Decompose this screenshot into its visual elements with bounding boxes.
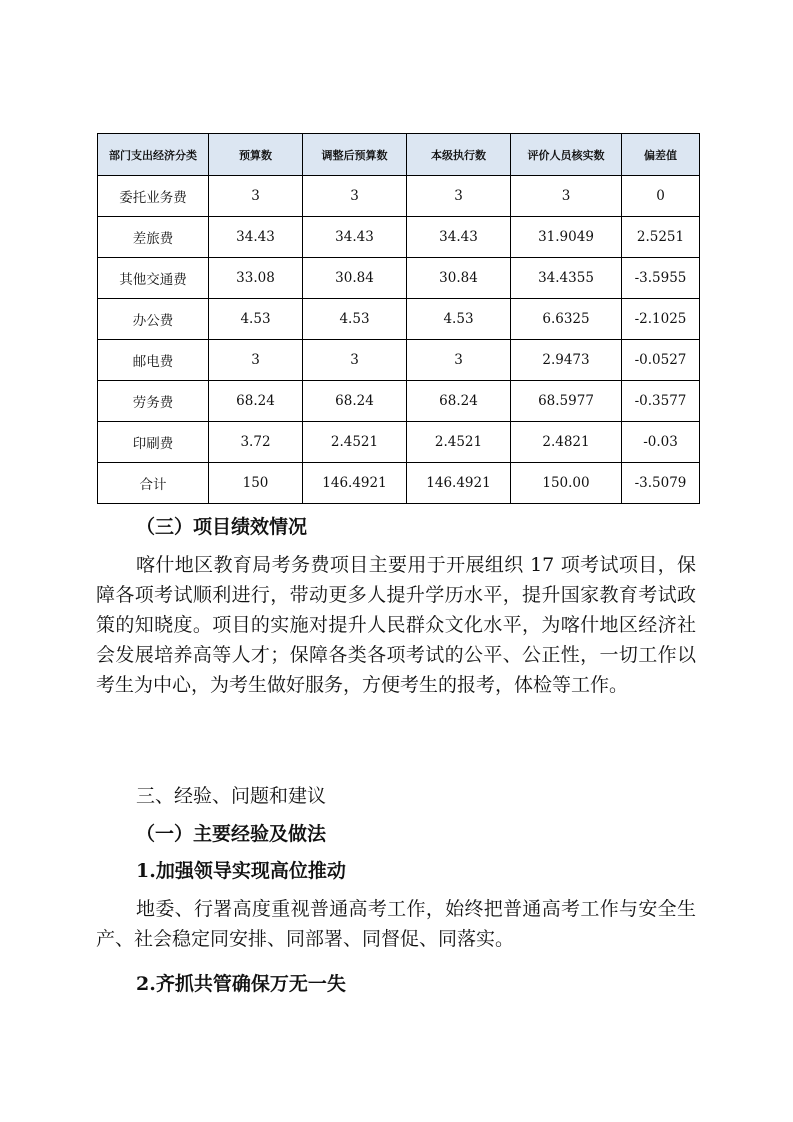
table-cell: 3.72 <box>209 422 303 463</box>
table-cell: 2.4521 <box>303 422 407 463</box>
table-cell: -0.3577 <box>622 381 700 422</box>
table-cell: 68.24 <box>303 381 407 422</box>
table-cell: 150 <box>209 463 303 504</box>
table-cell: 2.4521 <box>407 422 511 463</box>
table-cell: 0 <box>622 176 700 217</box>
table-cell: 146.4921 <box>407 463 511 504</box>
table-cell: 34.43 <box>407 217 511 258</box>
table-row <box>98 217 700 258</box>
table-cell: 委托业务费 <box>98 176 209 217</box>
header-budget: 预算数 <box>209 134 303 176</box>
table-cell: 34.43 <box>303 217 407 258</box>
table-row <box>98 299 700 340</box>
table-cell: 30.84 <box>407 258 511 299</box>
table-cell: 34.4355 <box>511 258 622 299</box>
table-row <box>98 381 700 422</box>
table-row <box>98 176 700 217</box>
table-cell: 30.84 <box>303 258 407 299</box>
table-cell: 146.4921 <box>303 463 407 504</box>
table-cell: 合计 <box>98 463 209 504</box>
table-cell: 3 <box>209 176 303 217</box>
subsection-heading-main-experience: （一）主要经验及做法 <box>136 823 327 845</box>
table-row <box>98 340 700 381</box>
table-cell: 6.6325 <box>511 299 622 340</box>
table-cell: 68.24 <box>407 381 511 422</box>
table-cell: -2.1025 <box>622 299 700 340</box>
table-cell: 3 <box>407 340 511 381</box>
table-cell: 3 <box>209 340 303 381</box>
table-cell: 邮电费 <box>98 340 209 381</box>
table-cell: 33.08 <box>209 258 303 299</box>
table-cell: 印刷费 <box>98 422 209 463</box>
header-verified: 评价人员核实数 <box>511 134 622 176</box>
section-heading-performance: （三）项目绩效情况 <box>136 516 308 538</box>
table-header-row <box>98 134 700 176</box>
table-cell: 2.4821 <box>511 422 622 463</box>
item-heading-leadership: 1.加强领导实现高位推动 <box>136 860 346 882</box>
table-cell: 34.43 <box>209 217 303 258</box>
table-cell: -3.5079 <box>622 463 700 504</box>
header-adjusted-budget: 调整后预算数 <box>303 134 407 176</box>
part-heading-experience: 三、经验、问题和建议 <box>136 785 327 807</box>
table-cell: 其他交通费 <box>98 258 209 299</box>
table-cell: 劳务费 <box>98 381 209 422</box>
table-cell: 3 <box>303 340 407 381</box>
table-cell: 4.53 <box>209 299 303 340</box>
table-cell: 办公费 <box>98 299 209 340</box>
table-cell: 3 <box>511 176 622 217</box>
table-cell: 150.00 <box>511 463 622 504</box>
table-cell: -0.0527 <box>622 340 700 381</box>
table-cell: 4.53 <box>303 299 407 340</box>
table-cell: 差旅费 <box>98 217 209 258</box>
table-cell: 3 <box>407 176 511 217</box>
header-category: 部门支出经济分类 <box>98 134 209 176</box>
table-cell: 68.24 <box>209 381 303 422</box>
leadership-paragraph: 地委、行署高度重视普通高考工作，始终把普通高考工作与安全生产、社会稳定同安排、同部署、同督促、同落实。 <box>96 898 696 950</box>
table-cell: -3.5955 <box>622 258 700 299</box>
table-cell: 31.9049 <box>511 217 622 258</box>
table-row <box>98 422 700 463</box>
performance-paragraph: 喀什地区教育局考务费项目主要用于开展组织 17 项考试项目，保障各项考试顺利进行，带动更多人提升学历水平，提升国家教育考试政策的知晓度。项目的实施对提升人民群众文化水平，为喀什地区经济社会发展培养高等人才；保障各类各项考试的公平、公正性，一切工作以考生为中心，为考生做好服务，方便考生的报考，体检等工作。 <box>96 554 696 696</box>
header-executed: 本级执行数 <box>407 134 511 176</box>
table-cell: 2.9473 <box>511 340 622 381</box>
header-deviation: 偏差值 <box>622 134 700 176</box>
table-row <box>98 258 700 299</box>
table-total-row <box>98 463 700 504</box>
budget-table <box>97 133 700 504</box>
table-cell: 4.53 <box>407 299 511 340</box>
item-heading-joint-management: 2.齐抓共管确保万无一失 <box>136 973 346 995</box>
table-cell: -0.03 <box>622 422 700 463</box>
table-cell: 3 <box>303 176 407 217</box>
table-cell: 68.5977 <box>511 381 622 422</box>
table-cell: 2.5251 <box>622 217 700 258</box>
